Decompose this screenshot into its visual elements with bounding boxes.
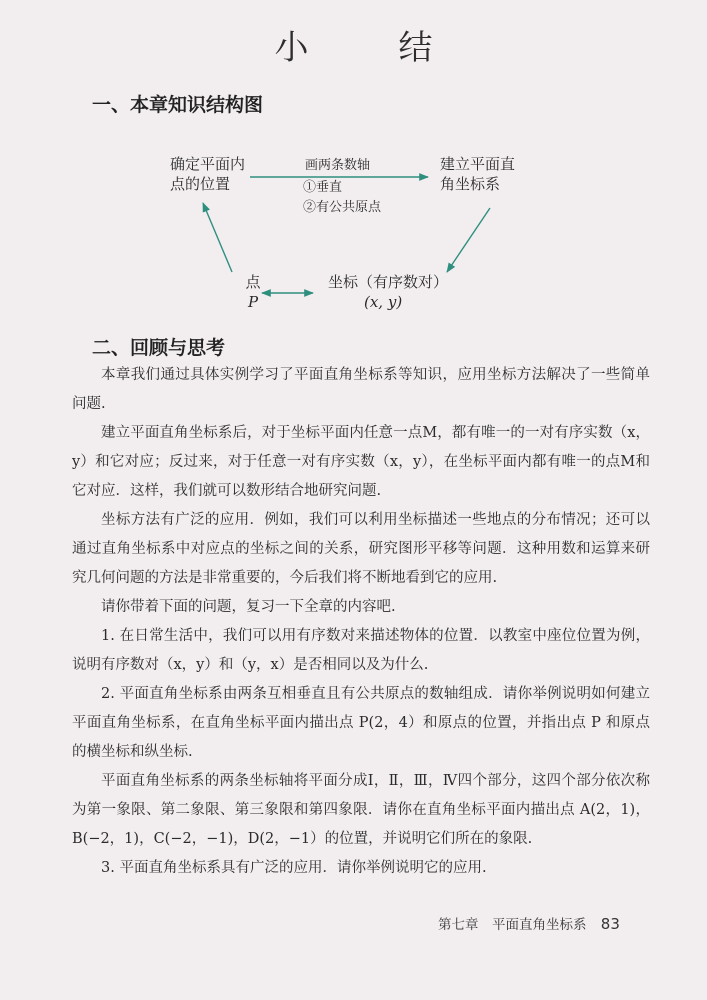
paragraph-intro: 本章我们通过具体实例学习了平面直角坐标系等知识，应用坐标方法解决了一些简单问题. <box>72 367 650 412</box>
paragraph-coordinate-correspondence: 建立平面直角坐标系后，对于坐标平面内任意一点M，都有唯一的一对有序实数（x，y）和它对应；反过来，对于任意一对有序实数（x，y），在坐标平面内都有唯一的点M和它对应．这样，我们就可以数形结合地研究问题. <box>72 425 650 499</box>
arrow-label-draw-axes: 画两条数轴 <box>305 158 371 173</box>
condition-common-origin: ②有公共原点 <box>303 200 382 215</box>
box-coordinate-system: 建立平面直 角坐标系 <box>440 155 516 193</box>
paragraph-review-prompt: 请你带着下面的问题，复习一下全章的内容吧. <box>101 599 396 615</box>
paragraph-quadrants: 平面直角坐标系的两条坐标轴将平面分成Ⅰ，Ⅱ，Ⅲ，Ⅳ四个部分，这四个部分依次称为第一象限、第二象限、第三象限和第四象限．请你在直角坐标平面内描出点 A(2，1)，B(−2，1)，C(−2，−1)，D(2，−1）的位置，并说明它们所在的象限. <box>72 773 650 847</box>
question-3: 3. 平面直角坐标系具有广泛的应用．请你举例说明它的应用. <box>101 860 487 876</box>
section2-heading: 二、回顾与思考 <box>92 337 226 359</box>
box-coordinate: 坐标（有序数对） (x, y) <box>328 273 449 311</box>
page-title: 小 结 <box>274 28 461 68</box>
box-point: 点 P <box>245 273 261 311</box>
condition-perpendicular: ①垂直 <box>303 180 343 195</box>
page-footer <box>438 913 620 933</box>
box-determine-position: 确定平面内 点的位置 <box>170 155 246 193</box>
paragraph-applications: 坐标方法有广泛的应用．例如，我们可以利用坐标描述一些地点的分布情况；还可以通过直角坐标系中对应点的坐标之间的关系，研究图形平移等问题．这种用数和运算来研究几何问题的方法是非常重要的，今后我们将不断地看到它的应用. <box>72 512 650 586</box>
question-2: 2. 平面直角坐标系由两条互相垂直且有公共原点的数轴组成．请你举例说明如何建立平面直角坐标系，在直角坐标平面内描出点 P(2，4）和原点的位置，并指出点 P 和原点的横坐标和纵坐标. <box>72 686 650 760</box>
page-number: 83 <box>600 915 620 933</box>
section1-heading: 一、本章知识结构图 <box>92 94 264 116</box>
arrow-system-to-coord <box>447 208 490 272</box>
footer-chapter: 第七章 平面直角坐标系 <box>438 917 587 933</box>
question-1: 1. 在日常生活中，我们可以用有序数对来描述物体的位置．以教室中座位位置为例，说明有序数对（x，y）和（y，x）是否相同以及为什么. <box>72 628 650 673</box>
arrow-point-to-position <box>203 203 232 272</box>
